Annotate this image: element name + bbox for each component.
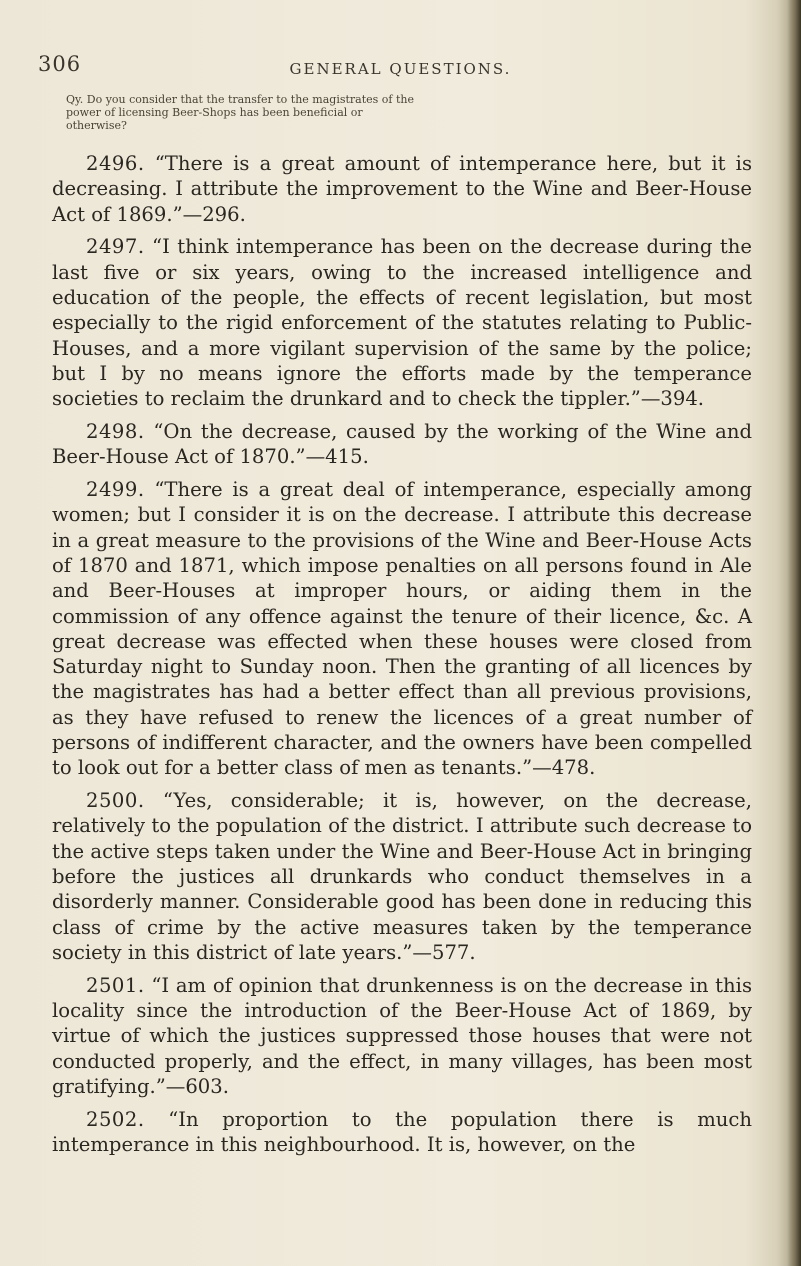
answer-text: “There is a great deal of intemperance, especially among women; but I consider it is on the decrease. I attribute this decrease in a great measure to the provisions of the Wine and Beer-House Acts of 1870 and 1871, which impose penalties on all persons found in Ale and Beer-Houses at improper hours, or aiding them in the commission of any offence against the tenure of their licence, &c. A great decrease was effected when these houses were closed from Saturday night to Sunday noon. Then the granting of all licences by the magistrates has had a better effect than all previous provisions, as they have refused to renew the licences of a great number of persons of indifferent character, and the owners have been compelled to look out for a better class of men as tenants.”—478. <box>52 478 752 780</box>
answer-text: “In proportion to the population there is much intemperance in this neighbourhood. It is, however, on the <box>52 1107 752 1156</box>
answer-text: “I am of opinion that drunkenness is on the decrease in this locality since the introduction of the Beer-House Act of 1869, by virtue of which the justices suppressed those houses that were not conducted properly, and the effect, in many villages, has been most gratifying.”—603. <box>52 973 752 1098</box>
answer-number: 2500. <box>86 789 145 813</box>
answer-number: 2497. <box>86 235 145 259</box>
answer-paragraph <box>52 788 752 965</box>
answer-paragraph <box>52 1107 752 1158</box>
page-edge-shadow <box>787 0 801 1266</box>
answer-text: “There is a great amount of intemperance here, but it is decreasing. I attribute the improvement to the Wine and Beer-House Act of 1869.”—296. <box>52 152 752 226</box>
question-text: Qy. Do you consider that the transfer to the magistrates of the power of licensing Beer-Shops has been beneficial or otherwise? <box>66 93 415 132</box>
answer-number: 2501. <box>86 973 145 997</box>
page-number: 306 <box>38 52 82 76</box>
running-title: GENERAL QUESTIONS. <box>289 60 512 78</box>
answer-paragraph <box>52 151 752 227</box>
answer-paragraph <box>52 973 752 1099</box>
answer-number: 2498. <box>86 419 145 443</box>
answer-number: 2496. <box>86 152 145 175</box>
answer-paragraph <box>52 419 752 470</box>
answer-text: “Yes, considerable; it is, however, on the decrease, relatively to the population of the district. I attribute such decrease to the active steps taken under the Wine and Beer-House Act in bringing before the justices all drunkards who conduct themselves in a disorderly manner. Considerable good has been done in reducing this class of crime by the active measures taken by the temperance society in this district of late years.”—577. <box>52 789 752 964</box>
answer-number: 2499. <box>86 478 145 502</box>
answer-paragraph <box>52 234 752 411</box>
answer-text: “I think intemperance has been on the decrease during the last five or six years, owing to the increased intelligence and education of the people, the effects of recent legislation, but most especially to the rigid enforcement of the statutes relating to Public-Houses, and a more vigilant supervision of the same by the police; but I by no means ignore the efforts made by the temperance societies to reclaim the drunkard and to check the tippler.”—394. <box>52 235 752 411</box>
answer-number: 2502. <box>86 1107 145 1131</box>
answer-paragraph <box>52 477 752 781</box>
answer-text: “On the decrease, caused by the working of the Wine and Beer-House Act of 1870.”—415. <box>52 419 752 469</box>
answers-list <box>52 151 752 1165</box>
